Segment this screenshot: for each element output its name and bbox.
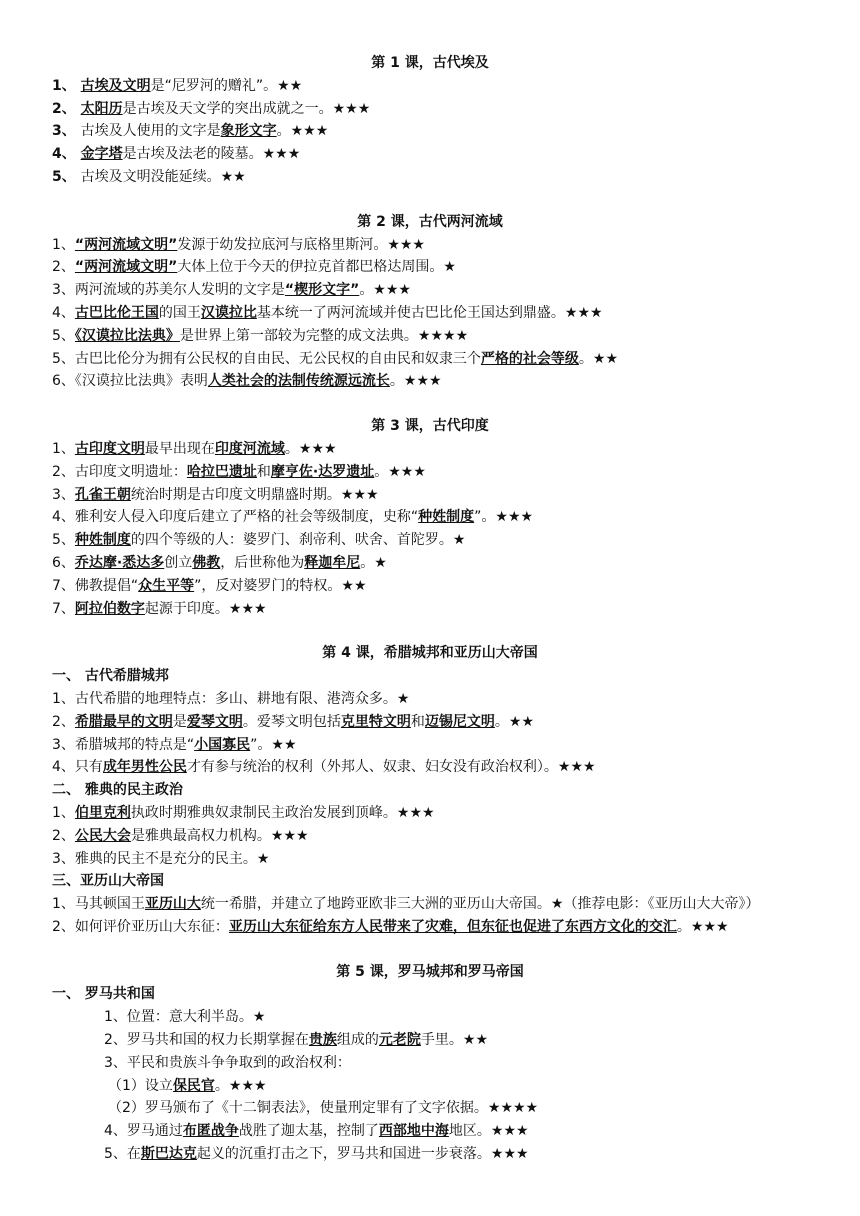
text-span: 基本统一了两河流域并使古巴比伦王国达到鼎盛。★★★: [256, 304, 603, 321]
text-span: 二、 雅典的民主政治: [52, 782, 183, 799]
point-line: [0, 75, 860, 98]
text-span: 。★★★: [359, 282, 411, 299]
subsection-heading: [0, 665, 860, 688]
text-span: 起源于印度。★★★: [144, 600, 267, 617]
key-term: 亚历山大东征给东方人民带来了灾难，但东征也促进了东西方文化的交汇: [228, 918, 677, 935]
text-span: 。爱琴文明包括: [242, 713, 341, 730]
text-span: 2、古印度文明遗址：: [52, 463, 187, 480]
key-term: 释迦牟尼: [304, 554, 361, 571]
section-gap: [0, 393, 860, 415]
text-span: 古埃及人使用的文字是: [80, 123, 221, 140]
text-span: 5、: [52, 532, 75, 549]
text-span: ”。★★: [250, 736, 297, 753]
key-term: 布匿战争: [182, 1123, 239, 1140]
lesson-title: 第 5 课，罗马城邦和罗马帝国: [336, 963, 524, 980]
text-span: 地区。★★★: [448, 1123, 529, 1140]
point-line: [0, 166, 860, 189]
key-term: 爱琴文明: [186, 713, 243, 730]
text-span: 。★★★: [389, 373, 442, 390]
point-line: [0, 688, 860, 711]
section-gap: [0, 620, 860, 642]
key-term: 伯里克利: [74, 804, 131, 821]
key-term: 人类社会的法制传统源远流长: [207, 373, 390, 390]
text-span: 4、: [52, 304, 75, 321]
key-term: 阿拉伯数字: [74, 600, 145, 617]
key-term: 严格的社会等级: [480, 350, 579, 367]
text-span: 起义的沉重打击之下，罗马共和国进一步衰落。★★★: [196, 1146, 529, 1163]
text-span: 一、 古代希腊城邦: [52, 668, 169, 685]
text-span: 4、罗马通过: [104, 1123, 183, 1140]
text-span: 2、: [52, 827, 75, 844]
lesson-title: 第 4 课，希腊城邦和亚历山大帝国: [322, 645, 538, 662]
key-term: 古印度文明: [74, 440, 145, 457]
text-span: 1、: [52, 236, 75, 253]
point-line: [0, 1120, 860, 1143]
point-line: [0, 348, 860, 371]
key-term: “两河流域文明”: [74, 259, 178, 276]
text-span: 是世界上第一部较为完整的成文法典。★★★★: [179, 327, 469, 344]
text-span: 三、亚历山大帝国: [52, 873, 164, 890]
text-span: 3、: [52, 123, 81, 140]
text-span: ，后世称他为: [220, 554, 305, 571]
key-term: “两河流域文明”: [74, 236, 178, 253]
lesson-section: [0, 211, 860, 393]
point-line: [0, 802, 860, 825]
text-span: 。★★★: [374, 463, 426, 480]
point-line: [0, 848, 860, 871]
point-line: [0, 711, 860, 734]
key-term: 金字塔: [80, 146, 123, 163]
text-span: 统治时期是古印度文明鼎盛时期。★★★: [130, 486, 379, 503]
subsection-heading: [0, 870, 860, 893]
point-line: [0, 279, 860, 302]
text-span: 4、: [52, 146, 81, 163]
point-line: [0, 370, 860, 393]
point-line: [0, 98, 860, 121]
text-span: 一、 罗马共和国: [52, 986, 155, 1003]
text-span: （2）罗马颁布了《十二铜表法》，使量刑定罪有了文字依据。★★★★: [108, 1100, 539, 1117]
key-term: 亚历山大: [144, 896, 201, 913]
text-span: 4、只有: [52, 759, 103, 776]
point-line: [0, 916, 860, 939]
subsection-heading: [0, 983, 860, 1006]
text-span: 3、雅典的民主不是充分的民主。★: [52, 850, 270, 867]
point-line: [0, 1006, 860, 1029]
text-span: 和: [256, 463, 271, 480]
text-span: 组成的: [336, 1032, 379, 1049]
text-span: 是雅典最高权力机构。★★★: [130, 827, 309, 844]
key-term: 保民官: [172, 1077, 215, 1094]
text-span: 创立: [164, 554, 193, 571]
key-term: 哈拉巴遗址: [186, 463, 257, 480]
point-line: [0, 598, 860, 621]
point-line: [0, 734, 860, 757]
text-span: 4、雅利安人侵入印度后建立了严格的社会等级制度，史称“: [52, 509, 419, 526]
text-span: 是古埃及天文学的突出成就之一。★★★: [122, 100, 371, 117]
lesson-title: 第 1 课，古代埃及: [371, 55, 489, 71]
point-line: [0, 1052, 860, 1075]
text-span: 1、古代希腊的地理特点：多山、耕地有限、港湾众多。★: [52, 690, 410, 707]
text-span: 统一希腊，并建立了地跨亚欧非三大洲的亚历山大帝国。★（推荐电影：《亚历山大大帝》）: [200, 896, 760, 913]
point-line: [0, 1075, 860, 1098]
text-span: 。★: [360, 554, 387, 571]
text-span: 战胜了迦太基，控制了: [238, 1123, 379, 1140]
lesson-section: [0, 52, 860, 189]
text-span: 才有参与统治的权利（外邦人、奴隶、妇女没有政治权利）。★★★: [186, 759, 596, 776]
text-span: 的国王: [158, 304, 201, 321]
point-line: [0, 461, 860, 484]
text-span: 1、: [52, 804, 75, 821]
text-span: 2、: [52, 100, 81, 117]
text-span: ”。★★★: [474, 509, 534, 526]
text-span: 是: [172, 713, 187, 730]
key-term: 《汉谟拉比法典》: [74, 327, 180, 344]
text-span: 2、如何评价亚历山大东征：: [52, 918, 229, 935]
text-span: 6、《汉谟拉比法典》表明: [52, 373, 208, 390]
key-term: 印度河流域: [214, 440, 285, 457]
text-span: 发源于幼发拉底河与底格里斯河。★★★: [177, 236, 425, 253]
text-span: 2、: [52, 713, 75, 730]
section-gap: [0, 939, 860, 961]
point-line: [0, 529, 860, 552]
key-term: 摩亨佐·达罗遗址: [270, 463, 375, 480]
text-span: 2、: [52, 259, 75, 276]
text-span: 最早出现在: [144, 440, 215, 457]
text-span: 1、: [52, 77, 81, 94]
text-span: 手里。★★: [420, 1032, 489, 1049]
key-term: 西部地中海: [378, 1123, 449, 1140]
text-span: 。★★★: [214, 1077, 267, 1094]
text-span: 。★★★: [284, 440, 337, 457]
point-line: [0, 256, 860, 279]
key-term: 迈锡尼文明: [424, 713, 495, 730]
key-term: 克里特文明: [340, 713, 411, 730]
point-line: [0, 325, 860, 348]
text-span: 。★★: [578, 350, 619, 367]
subsection-heading: [0, 779, 860, 802]
text-span: 大体上位于今天的伊拉克首都巴格达周围。★: [177, 259, 456, 276]
key-term: 种姓制度: [418, 509, 475, 526]
key-term: 乔达摩·悉达多: [74, 554, 165, 571]
key-term: 佛教: [192, 554, 221, 571]
text-span: ”，反对婆罗门的特权。★★: [194, 577, 367, 594]
text-span: 1、马其顿国王: [52, 896, 145, 913]
text-span: 3、: [52, 486, 75, 503]
point-line: [0, 506, 860, 529]
point-line: [0, 234, 860, 257]
text-span: 5、: [52, 168, 81, 185]
key-term: 成年男性公民: [102, 759, 187, 776]
point-line: [0, 552, 860, 575]
text-span: 古埃及文明没能延续。★★: [80, 168, 246, 185]
key-term: 孔雀王朝: [74, 486, 131, 503]
key-term: 象形文字: [220, 123, 277, 140]
key-term: 种姓制度: [74, 532, 131, 549]
key-term: 众生平等: [138, 577, 195, 594]
text-span: 2、罗马共和国的权力长期掌握在: [104, 1032, 309, 1049]
point-line: [0, 756, 860, 779]
point-line: [0, 438, 860, 461]
text-span: 1、: [52, 440, 75, 457]
text-span: 3、平民和贵族斗争争取到的政治权利：: [104, 1054, 351, 1071]
key-term: 公民大会: [74, 827, 131, 844]
key-term: 元老院: [378, 1032, 421, 1049]
key-term: 贵族: [308, 1032, 337, 1049]
text-span: 5、: [52, 327, 75, 344]
point-line: [0, 1097, 860, 1120]
text-span: 7、: [52, 600, 75, 617]
text-span: 是“尼罗河的赠礼”。★★: [150, 77, 303, 94]
text-span: 和: [410, 713, 425, 730]
text-span: 5、在: [104, 1146, 141, 1163]
text-span: 6、: [52, 554, 75, 571]
text-span: 。★★★: [276, 123, 329, 140]
point-line: [0, 893, 860, 916]
text-span: 1、位置：意大利半岛。★: [104, 1009, 266, 1026]
text-span: 3、希腊城邦的特点是“: [52, 736, 195, 753]
point-line: [0, 120, 860, 143]
point-line: [0, 825, 860, 848]
text-span: （1）设立: [108, 1077, 173, 1094]
section-gap: [0, 189, 860, 211]
point-line: [0, 484, 860, 507]
key-term: 汉谟拉比: [200, 304, 257, 321]
key-term: 古巴比伦王国: [74, 304, 159, 321]
text-span: 执政时期雅典奴隶制民主政治发展到顶峰。★★★: [130, 804, 435, 821]
text-span: 5、古巴比伦分为拥有公民权的自由民、无公民权的自由民和奴隶三个: [52, 350, 481, 367]
text-span: 。★★: [494, 713, 535, 730]
text-span: 3、两河流域的苏美尔人发明的文字是: [52, 282, 285, 299]
lesson-section: [0, 415, 860, 620]
lesson-section: [0, 961, 860, 1166]
lesson-title: 第 2 课，古代两河流域: [357, 213, 503, 230]
point-line: [0, 1029, 860, 1052]
key-term: 小国寡民: [194, 736, 251, 753]
point-line: [0, 575, 860, 598]
text-span: 7、佛教提倡“: [52, 577, 139, 594]
point-line: [0, 302, 860, 325]
key-term: “楔形文字”: [284, 282, 360, 299]
key-term: 太阳历: [80, 100, 123, 117]
lesson-title: 第 3 课，古代印度: [371, 418, 489, 435]
text-span: 是古埃及法老的陵墓。★★★: [122, 146, 301, 163]
key-term: 希腊最早的文明: [74, 713, 173, 730]
text-span: 。★★★: [676, 918, 729, 935]
point-line: [0, 1143, 860, 1166]
text-span: 的四个等级的人：婆罗门、刹帝利、吠舍、首陀罗。★: [130, 532, 466, 549]
key-term: 斯巴达克: [140, 1146, 197, 1163]
point-line: [0, 143, 860, 166]
lesson-section: [0, 642, 860, 938]
key-term: 古埃及文明: [80, 77, 151, 94]
